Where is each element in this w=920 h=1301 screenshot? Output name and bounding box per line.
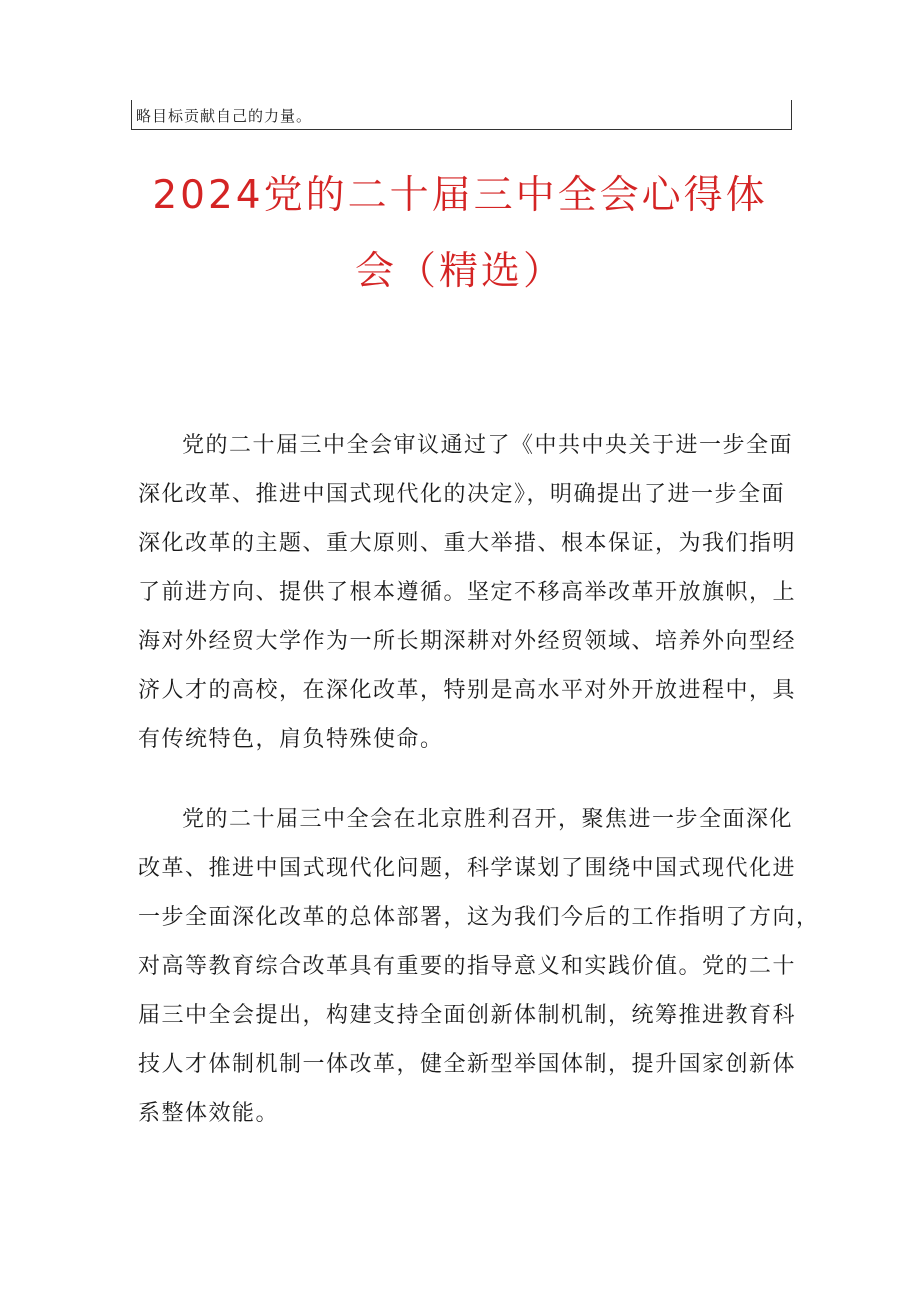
title-line-2: 会（精选） <box>354 249 565 294</box>
body-paragraph-2 <box>138 795 820 1138</box>
paragraph-line: 党的二十届三中全会在北京胜利召开，聚焦进一步全面深化 <box>182 807 794 832</box>
paragraph-line: 一步全面深化改革的总体部署，这为我们今后的工作指明了方向， <box>138 905 820 930</box>
paragraph-line: 了前进方向、提供了根本遵循。坚定不移高举改革开放旗帜，上 <box>138 580 797 605</box>
paragraph-line: 技人才体制机制一体改革，健全新型举国体制，提升国家创新体 <box>138 1052 797 1077</box>
paragraph-line: 党的二十届三中全会审议通过了《中共中央关于进一步全面 <box>182 433 794 458</box>
paragraph-line: 届三中全会提出，构建支持全面创新体制机制，统筹推进教育科 <box>138 1003 797 1028</box>
continuation-text: 略目标贡献自己的力量。 <box>136 107 313 125</box>
title-line-1: 2024党的二十届三中全会心得体 <box>152 173 768 218</box>
paragraph-line: 对高等教育综合改革具有重要的指导意义和实践价值。党的二十 <box>138 954 797 979</box>
body-paragraph-1 <box>138 421 798 764</box>
paragraph-line: 海对外经贸大学作为一所长期深耕对外经贸领域、培养外向型经 <box>138 629 797 654</box>
paragraph-line: 济人才的高校，在深化改革，特别是高水平对外开放进程中，具 <box>138 678 797 703</box>
previous-page-continuation-box <box>131 100 792 130</box>
paragraph-line: 有传统特色，肩负特殊使命。 <box>138 727 444 752</box>
paragraph-line: 深化改革的主题、重大原则、重大举措、根本保证，为我们指明 <box>138 531 797 556</box>
document-title <box>130 158 790 310</box>
paragraph-line: 改革、推进中国式现代化问题，科学谋划了围绕中国式现代化进 <box>138 856 797 881</box>
paragraph-line: 系整体效能。 <box>138 1101 280 1126</box>
paragraph-line: 深化改革、推进中国式现代化的决定》，明确提出了进一步全面 <box>138 482 786 507</box>
